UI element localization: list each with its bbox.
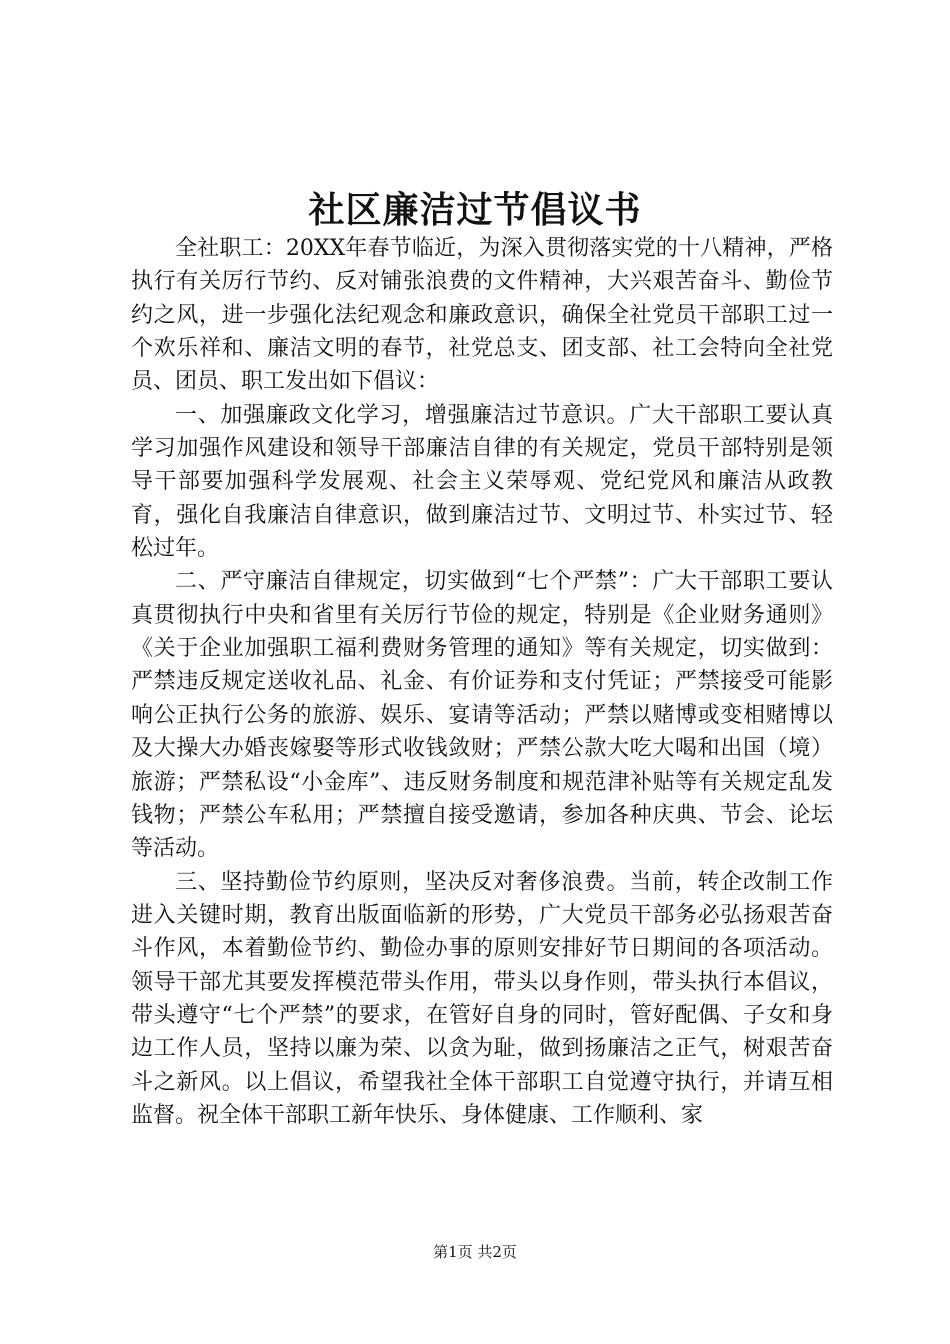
page-number-footer: 第1页 共2页 xyxy=(433,1243,517,1261)
paragraph-item-3: 三、坚持勤俭节约原则，坚决反对奢侈浪费。当前，转企改制工作进入关键时期，教育出版面临新的形势，广大党员干部务必弘扬艰苦奋斗作风，本着勤俭节约、勤俭办事的原则安排好节日期间的各项活动。领导干部尤其要发挥模范带头作用，带头以身作则，带头执行本倡议，带头遵守“七个严禁”的要求，在管好自身的同时，管好配偶、子女和身边工作人员，坚持以廉为荣、以贪为耻，做到扬廉洁之正气，树艰苦奋斗之新风。以上倡议，希望我社全体干部职工自觉遵守执行，并请互相监督。祝全体干部职工新年快乐、身体健康、工作顺利、家 xyxy=(131,869,833,1128)
paragraph-item-1: 一、加强廉政文化学习，增强廉洁过节意识。广大干部职工要认真学习加强作风建设和领导干部廉洁自律的有关规定，党员干部特别是领导干部要加强科学发展观、社会主义荣辱观、党纪党风和廉洁从政教育，强化自我廉洁自律意识，做到廉洁过节、文明过节、朴实过节、轻松过年。 xyxy=(131,402,833,562)
paragraph-item-2: 二、严守廉洁自律规定，切实做到“七个严禁”：广大干部职工要认真贯彻执行中央和省里有关厉行节俭的规定，特别是《企业财务通则》《关于企业加强职工福利费财务管理的通知》等有关规定，切实做到：严禁违反规定送收礼品、礼金、有价证券和支付凭证；严禁接受可能影响公正执行公务的旅游、娱乐、宴请等活动；严禁以赌博或变相赌博以及大操大办婚丧嫁娶等形式收钱敛财；严禁公款大吃大喝和出国（境）旅游；严禁私设“小金库”、违反财务制度和规范津补贴等有关规定乱发钱物；严禁公车私用；严禁擅自接受邀请，参加各种庆典、节会、论坛等活动。 xyxy=(131,569,833,862)
paragraph-salutation: 全社职工：20XX年春节临近，为深入贯彻落实党的十八精神，严格执行有关厉行节约、反对铺张浪费的文件精神，大兴艰苦奋斗、勤俭节约之风，进一步强化法纪观念和廉政意识，确保全社党员干部职工过一个欢乐祥和、廉洁文明的春节，社党总支、团支部、社工会特向全社党员、团员、职工发出如下倡议： xyxy=(131,236,833,395)
document-title: 社区廉洁过节倡议书 xyxy=(308,189,642,231)
document-body xyxy=(131,232,833,1132)
